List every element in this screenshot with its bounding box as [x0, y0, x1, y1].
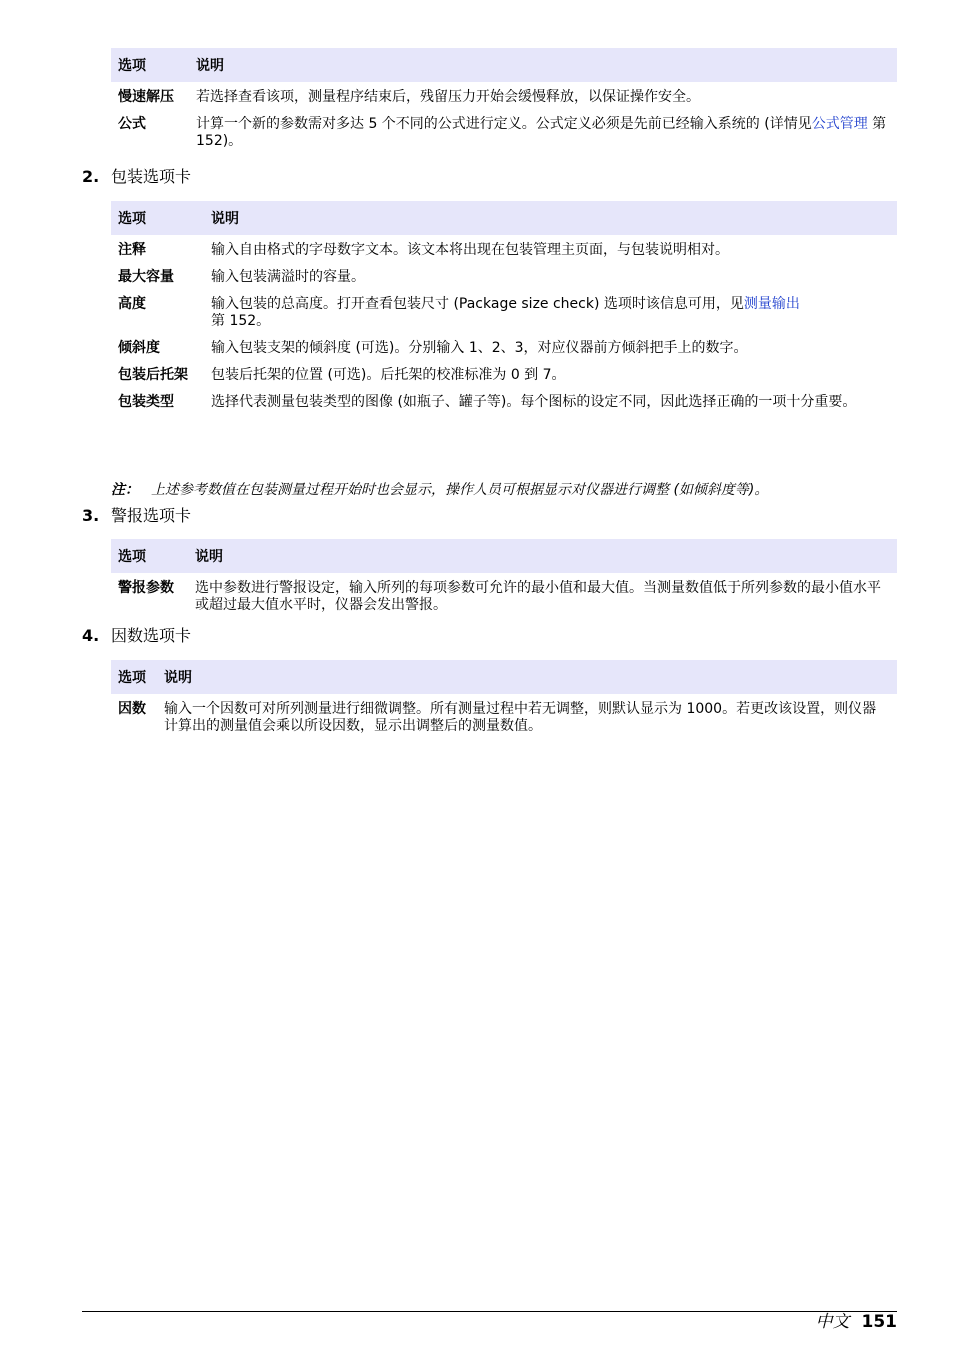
- option-name: 慢速解压: [118, 89, 174, 105]
- description-text: 第 152)。: [196, 116, 887, 149]
- table-row: [111, 82, 897, 109]
- option-description: 输入一个因数可对所列测量进行细微调整。所有测量过程中若无调整，则默认显示为 1000。若更改该设置，则仪器计算出的测量值会乘以所设因数，显示出调整后的测量数值。: [164, 701, 877, 734]
- description-text: 第 152。: [211, 313, 271, 329]
- table-row: [111, 333, 897, 360]
- table-row: [111, 573, 897, 617]
- column-header-option: 选项: [111, 48, 189, 82]
- footer-divider: [82, 1311, 897, 1312]
- table-header-row: [111, 539, 897, 573]
- option-name: 倾斜度: [118, 340, 160, 356]
- step-2-heading: [82, 166, 191, 188]
- description-text: 输入包装的总高度。打开查看包装尺寸 (Package size check) 选项时该信息可用，见: [211, 296, 744, 312]
- column-header-description: 说明: [188, 539, 897, 573]
- option-description: 输入自由格式的字母数字文本。该文本将出现在包装管理主页面，与包装说明相对。: [211, 242, 729, 258]
- step-4-heading: [82, 625, 191, 647]
- option-description: 输入包装满溢时的容量。: [211, 269, 365, 285]
- table-row: [111, 387, 897, 414]
- table-row: [111, 262, 897, 289]
- table-header-row: [111, 48, 897, 82]
- option-name: 警报参数: [118, 580, 174, 596]
- option-description: 包装后托架的位置 (可选)。后托架的校准标准为 0 到 7。: [211, 367, 566, 383]
- table-row: [111, 235, 897, 262]
- table-header-row: [111, 201, 897, 235]
- formula-management-link[interactable]: 公式管理: [811, 116, 868, 132]
- table-row: [111, 694, 897, 738]
- options-table-2: [111, 201, 897, 414]
- page-footer: [816, 1311, 898, 1333]
- note: [111, 480, 768, 500]
- option-name: 高度: [118, 296, 146, 312]
- option-name: 最大容量: [118, 269, 174, 285]
- option-description: 选中参数进行警报设定，输入所列的每项参数可允许的最小值和最大值。当测量数值低于所列参数的最小值水平或超过最大值水平时，仪器会发出警报。: [195, 580, 881, 613]
- options-table-4: [111, 660, 897, 738]
- table-row: [111, 360, 897, 387]
- option-name: 包装后托架: [118, 367, 188, 383]
- option-name: 因数: [118, 701, 146, 717]
- note-label: 注：: [111, 482, 139, 498]
- measurement-output-link[interactable]: 测量输出: [743, 296, 800, 312]
- page-number: 151: [861, 1312, 897, 1332]
- table-header-row: [111, 660, 897, 694]
- step-number: 4.: [82, 626, 100, 645]
- step-number: 2.: [82, 167, 100, 186]
- column-header-description: 说明: [157, 660, 897, 694]
- option-description: [189, 109, 897, 153]
- step-number: 3.: [82, 506, 100, 525]
- option-description: [204, 289, 897, 333]
- step-title: 包装选项卡: [111, 167, 192, 186]
- options-table-1: [111, 48, 897, 153]
- step-title: 因数选项卡: [111, 626, 192, 645]
- option-description: 输入包装支架的倾斜度 (可选)。分别输入 1、2、3，对应仪器前方倾斜把手上的数字。: [211, 340, 748, 356]
- step-title: 警报选项卡: [111, 506, 192, 525]
- step-3-heading: [82, 505, 191, 527]
- table-row: [111, 109, 897, 153]
- column-header-description: 说明: [189, 48, 897, 82]
- option-name: 包装类型: [118, 394, 174, 410]
- note-text: 上述参考数值在包装测量过程开始时也会显示，操作人员可根据显示对仪器进行调整 (如倾斜度等)。: [151, 482, 769, 498]
- column-header-option: 选项: [111, 539, 188, 573]
- option-description: 选择代表测量包装类型的图像 (如瓶子、罐子等)。每个图标的设定不同，因此选择正确的一项十分重要。: [211, 394, 857, 410]
- options-table-3: [111, 539, 897, 617]
- footer-language: 中文: [815, 1312, 850, 1332]
- column-header-option: 选项: [111, 660, 157, 694]
- column-header-description: 说明: [204, 201, 897, 235]
- option-description: 若选择查看该项，测量程序结束后，残留压力开始会缓慢释放，以保证操作安全。: [196, 89, 700, 105]
- option-name: 公式: [118, 116, 146, 132]
- option-name: 注释: [118, 242, 146, 258]
- table-row: [111, 289, 897, 333]
- column-header-option: 选项: [111, 201, 204, 235]
- description-text: 计算一个新的参数需对多达 5 个不同的公式进行定义。公式定义必须是先前已经输入系统的 (详情见: [196, 116, 812, 132]
